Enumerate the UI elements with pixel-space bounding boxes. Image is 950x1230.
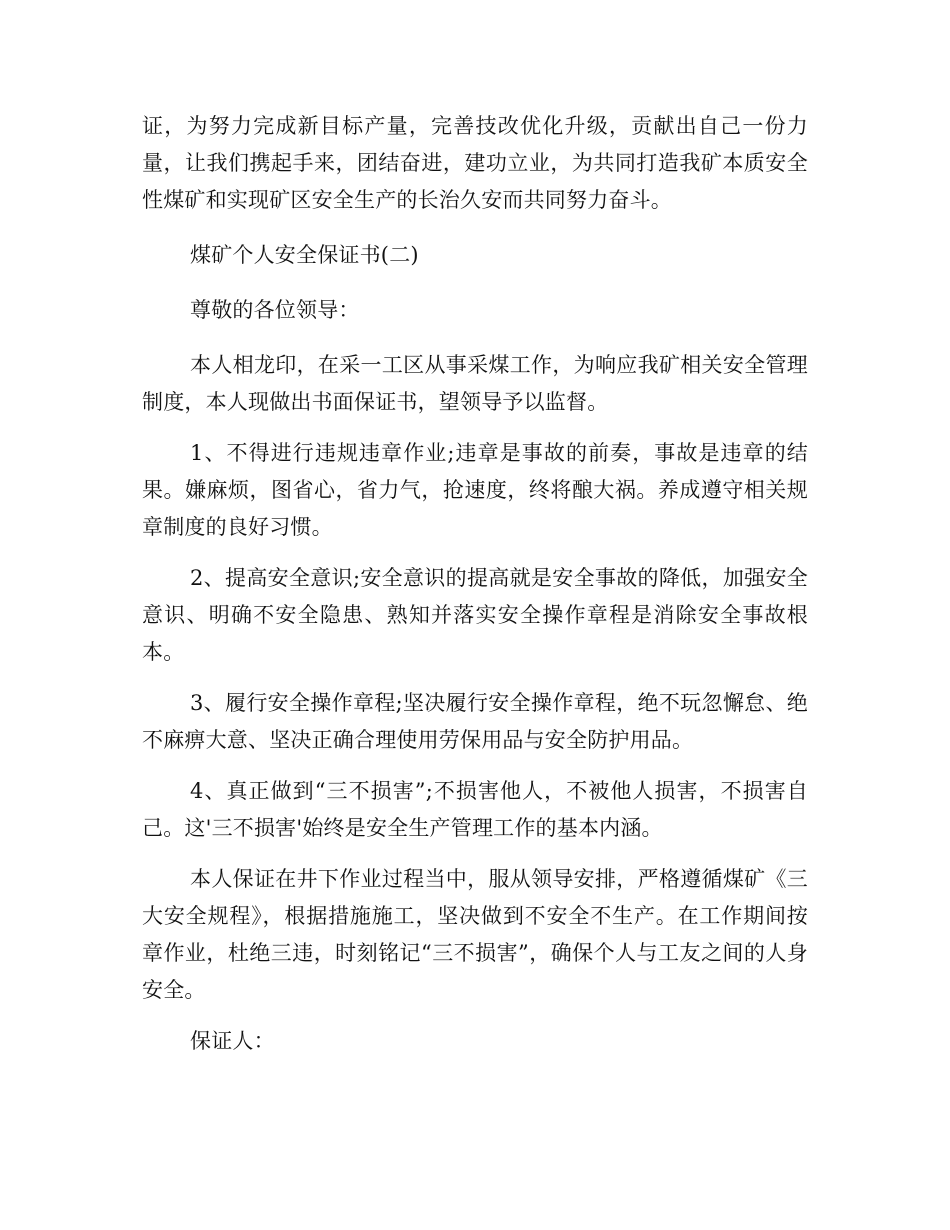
section-title: 煤矿个人安全保证书(二) <box>190 243 419 267</box>
salutation: 尊敬的各位领导： <box>190 298 360 322</box>
pledge-item-4: 4、真正做到“三不损害”;不损害他人，不被他人损害，不损害自己。这'三不损害'始终是安全生产管理工作的基本内涵。 <box>142 779 808 840</box>
paragraph-continuation: 证，为努力完成新目标产量，完善技改优化升级，贡献出自己一份力量，让我们携起手来，团结奋进，建功立业，为共同打造我矿本质安全性煤矿和实现矿区安全生产的长治久安而共同努力奋斗。 <box>142 114 808 212</box>
pledge-item-2: 2、提高安全意识;安全意识的提高就是安全事故的降低，加强安全意识、明确不安全隐患、熟知并落实安全操作章程是消除安全事故根本。 <box>142 566 808 664</box>
guarantee-paragraph: 本人保证在井下作业过程当中，服从领导安排，严格遵循煤矿《三大安全规程》，根据措施施工，坚决做到不安全不生产。在工作期间按章作业，杜绝三违，时刻铭记“三不损害”，确保个人与工友之间的人身安全。 <box>142 867 808 1002</box>
intro-paragraph: 本人相龙印，在采一工区从事采煤工作，为响应我矿相关安全管理制度，本人现做出书面保证书，望领导予以监督。 <box>142 353 808 414</box>
pledge-item-1: 1、不得进行违规违章作业;违章是事故的前奏，事故是违章的结果。嫌麻烦，图省心，省力气，抢速度，终将酿大祸。养成遵守相关规章制度的良好习惯。 <box>142 441 808 539</box>
pledge-item-3: 3、履行安全操作章程;坚决履行安全操作章程，绝不玩忽懈怠、绝不麻痹大意、坚决正确合理使用劳保用品与安全防护用品。 <box>142 691 808 752</box>
document-body <box>142 108 808 1060</box>
signature-label: 保证人： <box>190 1029 275 1053</box>
